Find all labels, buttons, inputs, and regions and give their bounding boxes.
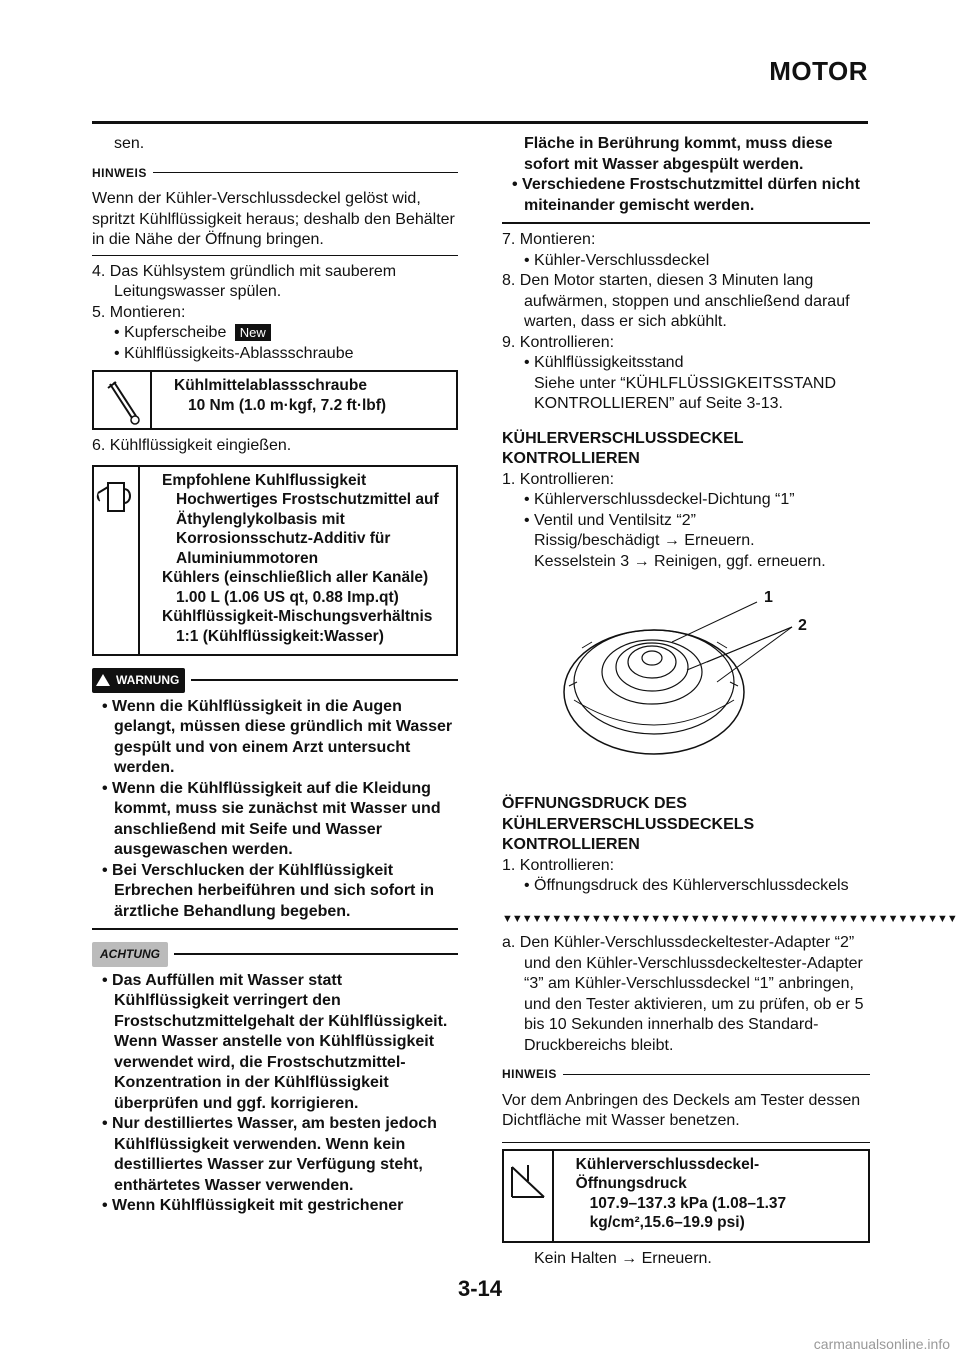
step-5-bullet-1-text: • Kupferscheibe	[114, 324, 227, 341]
warnung-header	[92, 668, 458, 693]
warnung-rule	[191, 679, 458, 681]
coolant-capacity-value: 1.00 L (1.06 US qt, 0.88 Imp.qt)	[176, 588, 399, 606]
continued-text: sen.	[114, 135, 145, 152]
step-5-bullet-2: • Kühlflüssigkeits-Ablassschraube	[114, 344, 354, 362]
page-title: MOTOR	[769, 56, 868, 86]
section-cap-check-bullet-2: • Ventil und Ventilsitz “2”	[524, 511, 696, 529]
warnung-label: WARNUNG	[116, 673, 180, 687]
warnung-end-rule	[92, 928, 458, 930]
warnung-bullet-1: • Wenn die Kühlflüssigkeit in die Augen gelangt, müssen diese gründlich mit Wasser gespült und von einem Arzt untersucht werden.	[102, 697, 453, 776]
step-7-bullet: • Kühler-Verschlussdeckel	[524, 251, 710, 269]
pressure-spec-box	[502, 1149, 870, 1243]
warning-triangle-icon	[96, 674, 110, 686]
new-badge: New	[235, 324, 271, 341]
step-8: 8. Den Motor starten, diesen 3 Minuten lang aufwärmen, stoppen und anschließend darauf warten, dass er sich abkühlt.	[502, 272, 850, 330]
hinweis-label: HINWEIS	[92, 165, 147, 180]
radiator-cap-illustration	[502, 582, 870, 782]
procedure-start-marker: ▼▼▼▼▼▼▼▼▼▼▼▼▼▼▼▼▼▼▼▼▼▼▼▼▼▼▼▼▼▼▼▼▼▼▼▼▼▼▼▼▼▼▼▼▼▼	[502, 912, 957, 925]
step-5-bullet-1	[92, 323, 458, 344]
warnung-bullet-3: • Bei Verschlucken der Kühlflüssigkeit Erbrechen herbeiführen und sich sofort in ärztliche Behandlung begeben.	[102, 861, 435, 920]
step-9-reference: Siehe unter “KÜHLFLÜSSIGKEITSSTAND KONTROLLIEREN” auf Seite 3-13.	[534, 374, 837, 412]
torque-spec-box	[92, 370, 458, 430]
torque-spec-title: Kühlmittelablassschraube	[174, 377, 367, 394]
hinweis-end-rule	[92, 255, 458, 256]
figure-label-1: 1	[764, 589, 773, 606]
section-cap-check-text-2: Kesselstein 3 → Reinigen, ggf. erneuern.	[534, 552, 826, 570]
achtung-bullet-3-continued: Fläche in Berührung kommt, muss diese sofort mit Wasser abgespült werden.	[524, 135, 833, 173]
figure-label-2: 2	[798, 617, 807, 634]
radiator-cap-figure	[502, 582, 870, 782]
hinweis-2-text: Vor dem Anbringen des Deckels am Tester dessen Dichtfläche mit Wasser benetzen.	[502, 1091, 861, 1129]
section-pressure-bullet-1: • Öffnungsdruck des Kühlerverschlussdeckels	[524, 877, 849, 894]
section-cap-check-bullet-1: • Kühlerverschlussdeckel-Dichtung “1”	[524, 491, 795, 508]
step-4: 4. Das Kühlsystem gründlich mit sauberem Leitungswasser spülen.	[92, 262, 397, 300]
warnung-badge	[92, 668, 185, 693]
hinweis-2-label: HINWEIS	[502, 1067, 557, 1081]
achtung-bullet-4: • Verschiedene Frostschutzmittel dürfen nicht miteinander gemischt werden.	[512, 176, 860, 214]
achtung-header	[92, 942, 458, 967]
torque-spec-text	[152, 372, 394, 428]
hinweis-text: Wenn der Kühler-Verschlussdeckel gelöst wid, spritzt Kühlflüssigkeit heraus; deshalb den Behälter in die Nähe der Öffnung bringen.	[92, 190, 455, 248]
pressure-spec-value: 107.9–137.3 kPa (1.08–1.37 kg/cm²,15.6–19.9 psi)	[589, 1194, 787, 1231]
oil-can-icon	[94, 467, 140, 655]
step-9: 9. Kontrollieren:	[502, 333, 615, 351]
achtung-badge: ACHTUNG	[92, 942, 168, 967]
section-pressure-step-1: 1. Kontrollieren:	[502, 856, 615, 874]
step-9-bullet: • Kühlflüssigkeitsstand	[524, 354, 684, 371]
torque-wrench-icon	[94, 372, 152, 428]
watermark: carmanualsonline.info	[813, 1336, 950, 1352]
torque-spec-value: 10 Nm (1.0 m·kgf, 7.2 ft·lbf)	[188, 396, 387, 414]
warnung-bullet-2: • Wenn die Kühlflüssigkeit auf die Kleidung kommt, muss sie zunächst mit Wasser und anschließend mit Seife und Wasser ausgewaschen werden.	[102, 779, 441, 858]
section-cap-check-text-1: Rissig/beschädigt → Erneuern.	[534, 532, 755, 549]
left-column	[92, 128, 458, 1217]
coolant-recommended-value: Hochwertiges Frostschutzmittel auf Äthylenglykolbasis mit Korrosionsschutz-Additiv für Aluminiummotoren	[176, 491, 439, 567]
right-column	[502, 128, 957, 1269]
pressure-spec-text	[554, 1151, 868, 1241]
hinweis-header	[92, 163, 458, 184]
step-5: 5. Montieren:	[92, 303, 186, 321]
coolant-mix-label: Kühlflüssigkeit-Mischungsverhältnis	[162, 608, 433, 625]
step-7: 7. Montieren:	[502, 231, 596, 248]
coolant-capacity-label: Kühlers (einschließlich aller Kanäle)	[162, 569, 429, 586]
achtung-rule	[174, 953, 458, 955]
coolant-recommended-label: Empfohlene Kuhlflussigkeit	[162, 471, 367, 489]
coolant-spec-text	[140, 467, 456, 655]
hinweis-2-end-rule	[502, 1142, 870, 1143]
achtung-bullet-1: • Das Auffüllen mit Wasser statt Kühlflüssigkeit verringert den Frostschutzmittelgehalt der Kühlflüssigkeit. Wenn Wasser anstelle von Kühlflüssigkeit verwendet wird, die Frostschutzmittel-Konzentration in der Kühlflüssigkeit überprüfen und ggf. korrigieren.	[102, 971, 448, 1112]
caliper-gauge-icon	[504, 1151, 554, 1241]
achtung-bullet-3: • Wenn Kühlflüssigkeit mit gestrichener	[102, 1197, 404, 1214]
hinweis-rule	[153, 172, 458, 173]
coolant-mix-value: 1:1 (Kühlflüssigkeit:Wasser)	[176, 627, 384, 645]
page-number: 3-14	[457, 1276, 503, 1301]
final-instruction: Kein Halten → Erneuern.	[534, 1249, 712, 1267]
hinweis-2-header	[502, 1064, 870, 1085]
coolant-spec-box	[92, 465, 458, 657]
header-rule	[92, 121, 868, 124]
section-cap-check-title: KÜHLERVERSCHLUSSDECKEL KONTROLLIEREN	[502, 429, 744, 467]
pressure-spec-title: Kühlerverschlussdeckel-Öffnungsdruck	[575, 1155, 760, 1192]
procedure-step-a: a. Den Kühler-Verschlussdeckeltester-Adapter “2” und den Kühler-Verschlussdeckeltester-Adapter “3” am Kühler-Verschlussdeckel “1” anbringen, und den Tester aktivieren, um zu prüfen, ob er 5 bis 10 Sekunden innerhalb des Standard-Druckbereichs bleibt.	[502, 934, 864, 1054]
section-cap-check-step-1: 1. Kontrollieren:	[502, 470, 615, 488]
section-pressure-title: ÖFFNUNGSDRUCK DES KÜHLERVERSCHLUSSDECKELS KONTROLLIEREN	[502, 795, 755, 853]
hinweis-2-rule	[563, 1074, 870, 1075]
achtung-bullet-2: • Nur destilliertes Wasser, am besten jedoch Kühlflüssigkeit verwenden. Wenn kein destilliertes Wasser zur Verfügung steht, enthärtetes Wasser verwenden.	[102, 1115, 437, 1194]
step-6: 6. Kühlflüssigkeit eingießen.	[92, 437, 292, 454]
achtung-end-rule	[502, 222, 870, 224]
